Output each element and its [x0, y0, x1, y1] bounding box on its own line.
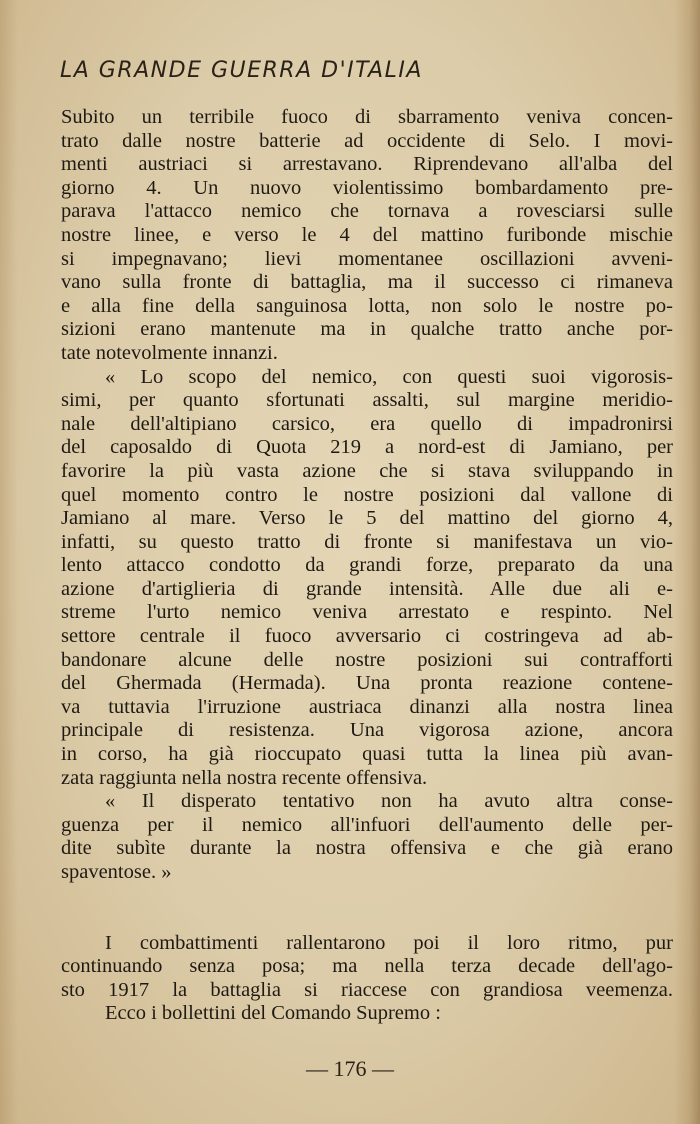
- text-line: vano sulla fronte di battaglia, ma il successo ci rimaneva: [61, 271, 673, 294]
- text-line: parava l'attacco nemico che tornava a rovesciarsi sulle: [61, 200, 673, 223]
- paragraph-5: [61, 1002, 673, 1026]
- text-line: infatti, su questo tratto di fronte si manifestava un vio-: [61, 530, 673, 553]
- text-line: Subito un terribile fuoco di sbarramento veniva concen-: [61, 106, 673, 128]
- text-line: favorire la più vasta azione che si stava sviluppando in: [61, 459, 673, 482]
- running-head: LA GRANDE GUERRA D'ITALIA: [60, 58, 423, 83]
- paragraph-1: [61, 106, 673, 366]
- text-line: guenza per il nemico all'infuori dell'aumento delle per-: [61, 813, 673, 836]
- text-line: del Ghermada (Hermada). Una pronta reazione contene-: [61, 672, 673, 695]
- text-line: in corso, ha già rioccupato quasi tutta la linea più avan-: [61, 743, 673, 766]
- paragraph-2: [61, 366, 673, 791]
- text-line: sizioni erano mantenute ma in qualche tratto anche por-: [61, 318, 673, 341]
- text-line: menti austriaci si arrestavano. Riprendevano all'alba del: [61, 153, 673, 176]
- text-line: e alla fine della sanguinosa lotta, non solo le nostre po-: [61, 294, 673, 317]
- text-line: Jamiano al mare. Verso le 5 del mattino del giorno 4,: [61, 507, 673, 530]
- text-line: quel momento contro le nostre posizioni dal vallone di: [61, 483, 673, 506]
- text-line: simi, per quanto sfortunati assalti, sul margine meridio-: [61, 389, 673, 412]
- body-text: [61, 106, 673, 1026]
- text-line: streme l'urto nemico veniva arrestato e respinto. Nel: [61, 601, 673, 624]
- text-line: principale di resistenza. Una vigorosa azione, ancora: [61, 719, 673, 742]
- section-gap: [61, 885, 673, 932]
- text-line: nostre linee, e verso le 4 del mattino furibonde mischie: [61, 223, 673, 246]
- text-line: giorno 4. Un nuovo violentissimo bombardamento pre-: [61, 176, 673, 199]
- text-line: lento attacco condotto da grandi forze, preparato da una: [61, 554, 673, 577]
- text-line: dite subìte durante la nostra offensiva e che già erano: [61, 837, 673, 860]
- text-line: si impegnavano; lievi momentanee oscillazioni avveni-: [61, 247, 673, 270]
- text-line: « Il disperato tentativo non ha avuto altra conse-: [105, 790, 673, 813]
- text-line: tate notevolmente innanzi.: [61, 341, 278, 364]
- paragraph-3: [61, 790, 673, 884]
- text-line: nale dell'altipiano carsico, era quello di impadronirsi: [61, 412, 673, 435]
- paragraph-4: [61, 932, 673, 1003]
- text-line: sto 1917 la battaglia si riaccese con grandiosa veemenza.: [61, 978, 673, 1001]
- page-right-shadow: [674, 0, 700, 1124]
- text-line: zata raggiunta nella nostra recente offensiva.: [61, 766, 428, 789]
- text-line: va tuttavia l'irruzione austriaca dinanzi alla nostra linea: [61, 695, 673, 718]
- text-line: continuando senza posa; ma nella terza decade dell'ago-: [61, 955, 673, 978]
- text-line: spaventose. »: [61, 861, 172, 883]
- page-left-shadow: [0, 0, 18, 1124]
- text-line: azione d'artiglieria di grande intensità. Alle due ali e-: [61, 577, 673, 600]
- text-line: settore centrale il fuoco avversario ci costringeva ad ab-: [61, 625, 673, 648]
- text-line: del caposaldo di Quota 219 a nord-est di Jamiano, per: [61, 436, 673, 459]
- text-line: « Lo scopo del nemico, con questi suoi vigorosis-: [105, 365, 673, 388]
- text-line: bandonare alcune delle nostre posizioni sui contrafforti: [61, 648, 673, 671]
- text-line: I combattimenti rallentarono poi il loro ritmo, pur: [105, 931, 673, 954]
- text-line: Ecco i bollettini del Comando Supremo :: [105, 1002, 441, 1025]
- page-number: — 176 —: [306, 1056, 394, 1081]
- text-line: trato dalle nostre batterie ad occidente di Selo. I movi-: [61, 129, 673, 152]
